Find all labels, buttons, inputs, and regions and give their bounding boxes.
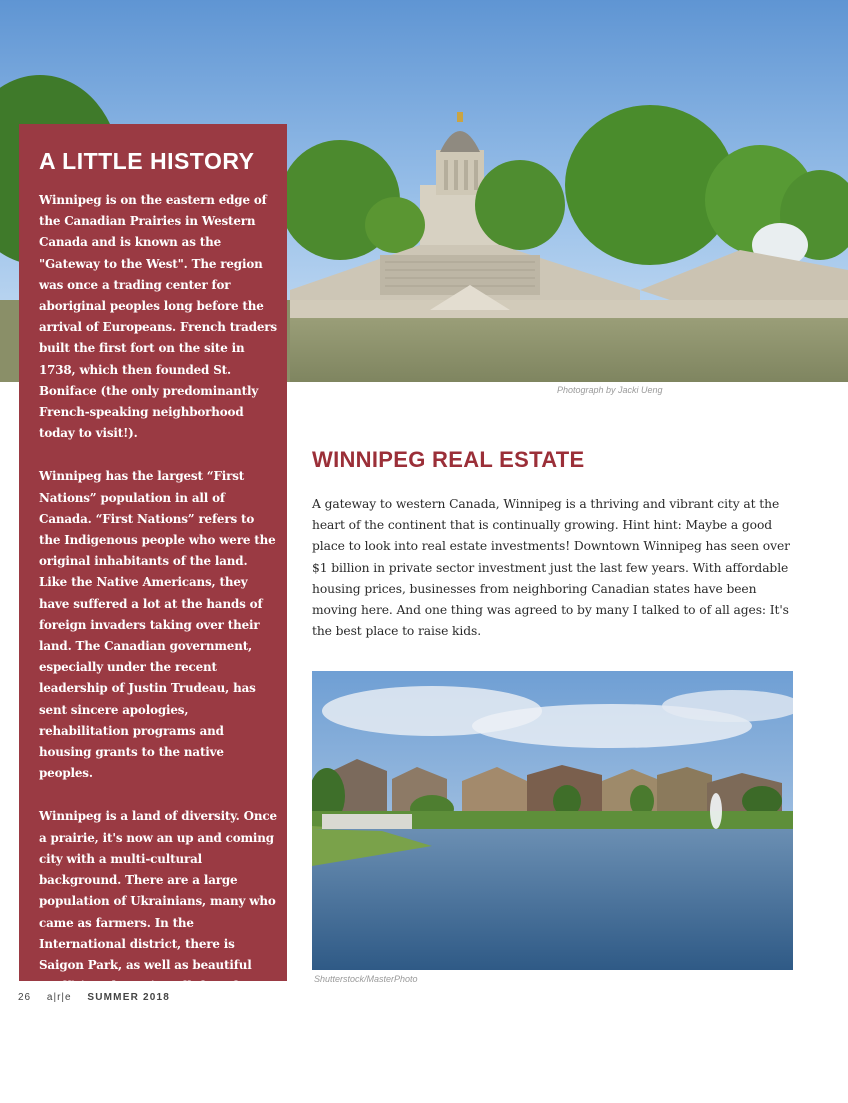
sidebar-paragraph: Winnipeg has the largest “First Nations” population in all of Canada. “First Nations” refers to the Indigenous people who were the original inhabitants of the land. Like the Native Americans, they have suffered a lot at the hands of foreign invaders taking over their land. The Canadian government, especially under the recent leadership of Justin Trudeau, has sent sincere apologies, rehabilitation programs and housing grants to the native peoples.: [39, 469, 276, 781]
issue-label: SUMMER 2018: [87, 992, 171, 1003]
sidebar-title: A LITTLE HISTORY: [39, 148, 255, 174]
sidebar-paragraph: Winnipeg is on the eastern edge of the Canadian Prairies in Western Canada and is known as the "Gateway to the West". The region was once a trading center for aboriginal peoples long before the arrival of Europeans. French traders built the first fort on the site in 1738, which then founded St. Boniface (the only predominantly French-speaking neighborhood today to visit!).: [39, 193, 277, 441]
lakeside-houses-photo: [312, 671, 793, 970]
sidebar-paragraph: Winnipeg is a land of diversity. Once a prairie, it's now an up and coming city with a multi-cultural background. There are a large population of Ukrainians, many who came as farmers. In the International district, there is Saigon Park, as well as beautiful graffiti art honoring all the other recent immigrants and their respective countries that reside here including those from India, Vietnam, Philippines, Poland and more.: [39, 809, 277, 1100]
hero-photo-credit: Photograph by Jacki Ueng: [557, 385, 663, 395]
article-title: WINNIPEG REAL ESTATE: [312, 447, 585, 472]
page-number: 26: [18, 992, 32, 1003]
magazine-logo: a|r|e: [46, 992, 72, 1003]
lake-photo-credit: Shutterstock/MasterPhoto: [314, 974, 418, 984]
article-body: A gateway to western Canada, Winnipeg is a thriving and vibrant city at the heart of the continent that is continually growing. Hint hint: Maybe a good place to look into real estate investments! Downtown Winnipeg has seen over $1 billion in private sector investment just the last few years. With affordable housing prices, businesses from neighboring Canadian states have been moving here. And one thing was agreed to by many I talked to of all ages: It's the best place to raise kids.: [312, 497, 790, 639]
page-footer: [18, 992, 182, 1003]
lake-photo: [312, 671, 793, 970]
